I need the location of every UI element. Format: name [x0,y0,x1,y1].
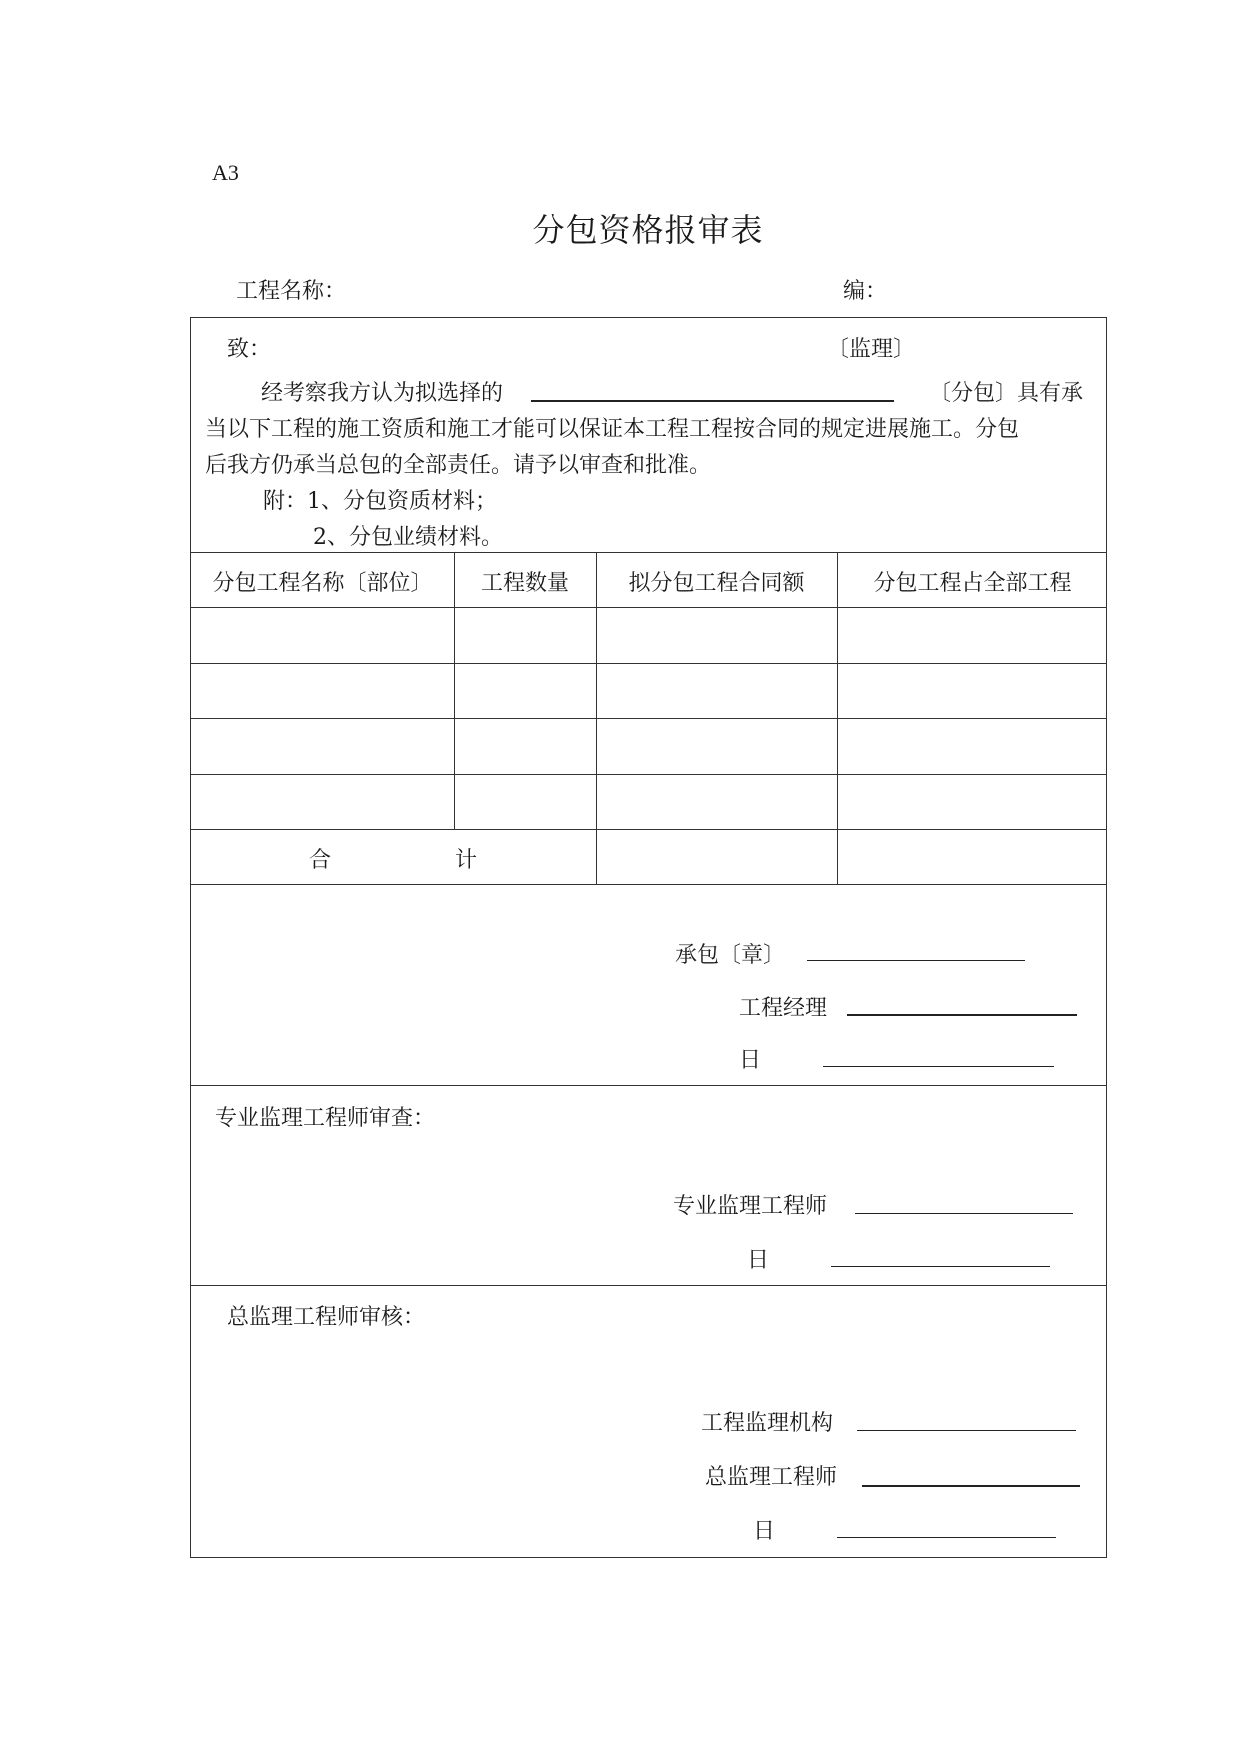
para-line3: 后我方仍承当总包的全部责任。请予以审查和批准。 [205,453,712,478]
table-cell[interactable] [837,663,1108,718]
table-cell[interactable] [191,607,454,663]
to-label: 致： [227,337,272,362]
total-amount-cell[interactable] [596,829,837,884]
chief-engineer-label: 总监理工程师 [705,1465,838,1490]
chief-date-label: 日 [753,1519,776,1544]
page-title: 分包资格报审表 [532,211,764,249]
contractor-date-label: 日 [739,1048,762,1073]
table-cell[interactable] [837,607,1108,663]
chief-engineer-line[interactable] [862,1485,1080,1487]
column-header-contract-amount: 拟分包工程合同额 [628,571,805,596]
supervision-org-label: 工程监理机构 [701,1411,834,1436]
column-header-quantity: 工程数量 [480,571,569,596]
table-row [191,663,1108,718]
table-cell[interactable] [837,718,1108,774]
table-cell[interactable] [191,774,454,829]
divider-notice-table [191,552,1106,553]
column-header-percentage: 分包工程占全部工程 [873,571,1072,596]
contractor-seal-line[interactable] [807,960,1025,961]
table-row [191,774,1108,829]
table-cell[interactable] [596,774,837,829]
table-cell[interactable] [596,663,837,718]
table-row [191,607,1108,663]
specialist-date-label: 日 [747,1248,770,1273]
total-percentage-cell[interactable] [837,829,1108,884]
para-line1-after: 〔分包〕具有承 [929,381,1084,406]
specialist-date-line[interactable] [831,1266,1050,1267]
number-label: 编： [843,279,888,304]
table-cell[interactable] [837,774,1108,829]
chief-review-label: 总监理工程师审核： [227,1305,426,1330]
table-cell[interactable] [454,663,596,718]
chief-date-line[interactable] [837,1537,1056,1538]
form-code: A3 [212,160,239,185]
para-line1-before: 经考察我方认为拟选择的 [261,381,504,406]
table-cell[interactable] [454,718,596,774]
column-header-name: 分包工程名称〔部位〕 [212,571,433,596]
subcontractor-name-line[interactable] [531,400,894,402]
table-cell[interactable] [596,607,837,663]
table-cell[interactable] [454,607,596,663]
total-label-1: 合 [309,848,332,873]
specialist-engineer-label: 专业监理工程师 [673,1194,828,1219]
divider-table-end [191,884,1106,885]
supervision-org-line[interactable] [857,1430,1076,1431]
divider-specialist-end [191,1285,1106,1286]
project-manager-label: 工程经理 [739,996,828,1021]
supervisor-suffix: 〔监理〕 [827,337,916,362]
divider-contractor-end [191,1085,1106,1086]
table-cell[interactable] [191,718,454,774]
project-manager-line[interactable] [847,1014,1077,1016]
form-frame [190,317,1107,1558]
table-cell[interactable] [191,663,454,718]
specialist-review-label: 专业监理工程师审查： [215,1106,436,1131]
attachment-line-1: 附：1、分包资质材料； [263,489,497,514]
attachment-line-2: 2、分包业绩材料。 [313,525,503,550]
project-name-label: 工程名称： [236,279,347,304]
total-label-2: 计 [455,848,478,873]
table-cell[interactable] [454,774,596,829]
table-cell[interactable] [596,718,837,774]
para-line2: 当以下工程的施工资质和施工才能可以保证本工程工程按合同的规定进展施工。分包 [205,417,1020,442]
specialist-engineer-line[interactable] [855,1213,1073,1214]
contractor-seal-label: 承包〔章〕 [675,943,786,968]
table-row [191,718,1108,774]
contractor-date-line[interactable] [823,1066,1054,1067]
